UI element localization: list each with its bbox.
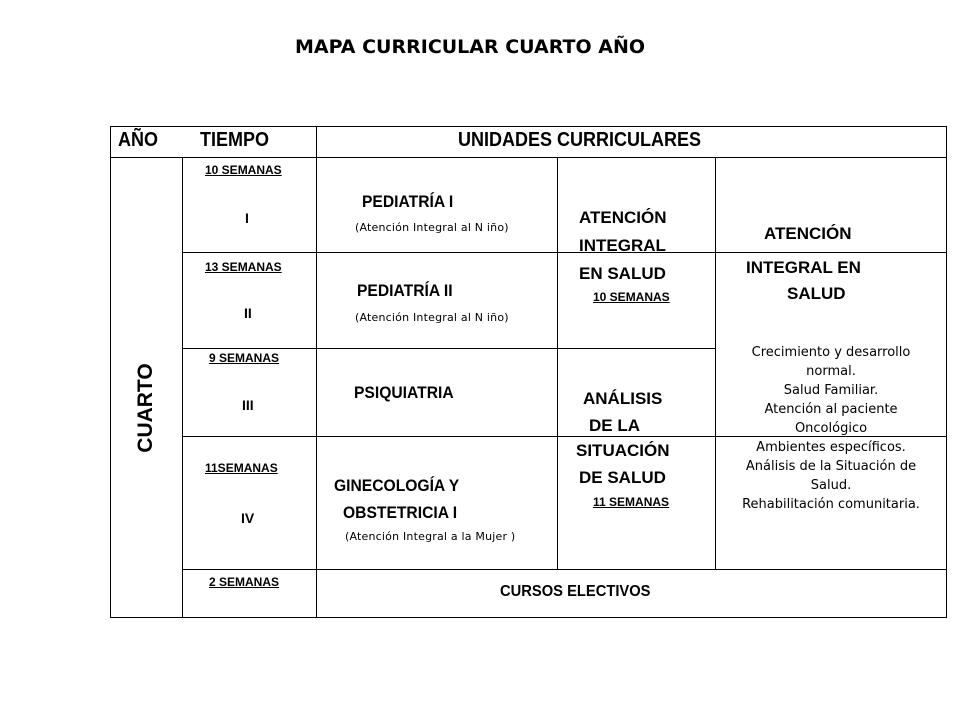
period-roman: I (245, 210, 249, 226)
aies-full-line2: INTEGRAL EN (746, 258, 861, 277)
unit-psiquiatria: PSIQUIATRIA (354, 383, 454, 402)
header-time: TIEMPO (200, 129, 270, 151)
unit-ginecologia-sub: (Atención Integral a la Mujer ) (345, 530, 516, 543)
period-weeks: 10 SEMANAS (205, 163, 282, 177)
asds-line4: DE SALUD (579, 468, 666, 487)
period-weeks: 11SEMANAS (205, 461, 278, 475)
period-weeks: 9 SEMANAS (209, 351, 280, 365)
aies-line3: EN SALUD (579, 264, 666, 283)
aies-line1: ATENCIÓN (579, 208, 667, 227)
unit-ginecologia-line2: OBSTETRICIA I (343, 503, 458, 522)
topic-item: Crecimiento y desarrollo (751, 345, 911, 360)
topic-item: Ambientes específicos. (756, 440, 906, 455)
table-border-right (946, 126, 947, 618)
period-roman: II (244, 305, 252, 321)
topic-item: Salud Familiar. (783, 383, 879, 398)
asds-weeks: 11 SEMANAS (593, 495, 670, 509)
period-weeks: 13 SEMANAS (205, 260, 282, 274)
table-border-bottom (110, 617, 947, 618)
unit-pediatria-1: PEDIATRÍA I (362, 192, 454, 211)
aies-full-line3: SALUD (787, 284, 846, 303)
period-roman: III (242, 397, 254, 413)
aies-full-line1: ATENCIÓN (764, 224, 852, 243)
row-divider (182, 252, 947, 253)
year-label: CUARTO (134, 363, 157, 453)
unit-ginecologia-line1: GINECOLOGÍA Y (334, 476, 460, 495)
aies-weeks: 10 SEMANAS (593, 290, 670, 304)
table-border-top (110, 126, 947, 127)
period-weeks: 2 SEMANAS (209, 575, 280, 589)
topic-item: Salud. (810, 478, 852, 493)
header-year: AÑO (118, 129, 159, 151)
topic-item: Atención al paciente (764, 402, 898, 417)
row-divider (182, 348, 716, 349)
header-units: UNIDADES CURRICULARES (458, 129, 702, 151)
unit-pediatria-2-sub: (Atención Integral al N iño) (355, 311, 509, 324)
topic-item: Análisis de la Situación de (745, 459, 917, 474)
period-roman: IV (241, 510, 255, 526)
col-divider-time (316, 126, 317, 618)
asds-line2: DE LA (589, 416, 640, 435)
unit-pediatria-2: PEDIATRÍA II (357, 281, 453, 300)
topic-item: Rehabilitación comunitaria. (742, 497, 920, 512)
topic-item: Oncológico (794, 421, 868, 436)
col-divider-aies (557, 157, 558, 569)
page-title: MAPA CURRICULAR CUARTO AÑO (295, 36, 645, 58)
table-border-left (110, 126, 111, 618)
aies-line2: INTEGRAL (579, 236, 666, 255)
asds-line3: SITUACIÓN (576, 441, 670, 460)
topic-item: normal. (806, 364, 856, 379)
col-divider-year (182, 157, 183, 618)
topics-list (716, 343, 946, 514)
electives: CURSOS ELECTIVOS (500, 583, 651, 600)
unit-pediatria-1-sub: (Atención Integral al N iño) (355, 221, 509, 234)
asds-line1: ANÁLISIS (583, 389, 663, 408)
row-divider (182, 569, 947, 570)
header-divider (110, 157, 947, 158)
